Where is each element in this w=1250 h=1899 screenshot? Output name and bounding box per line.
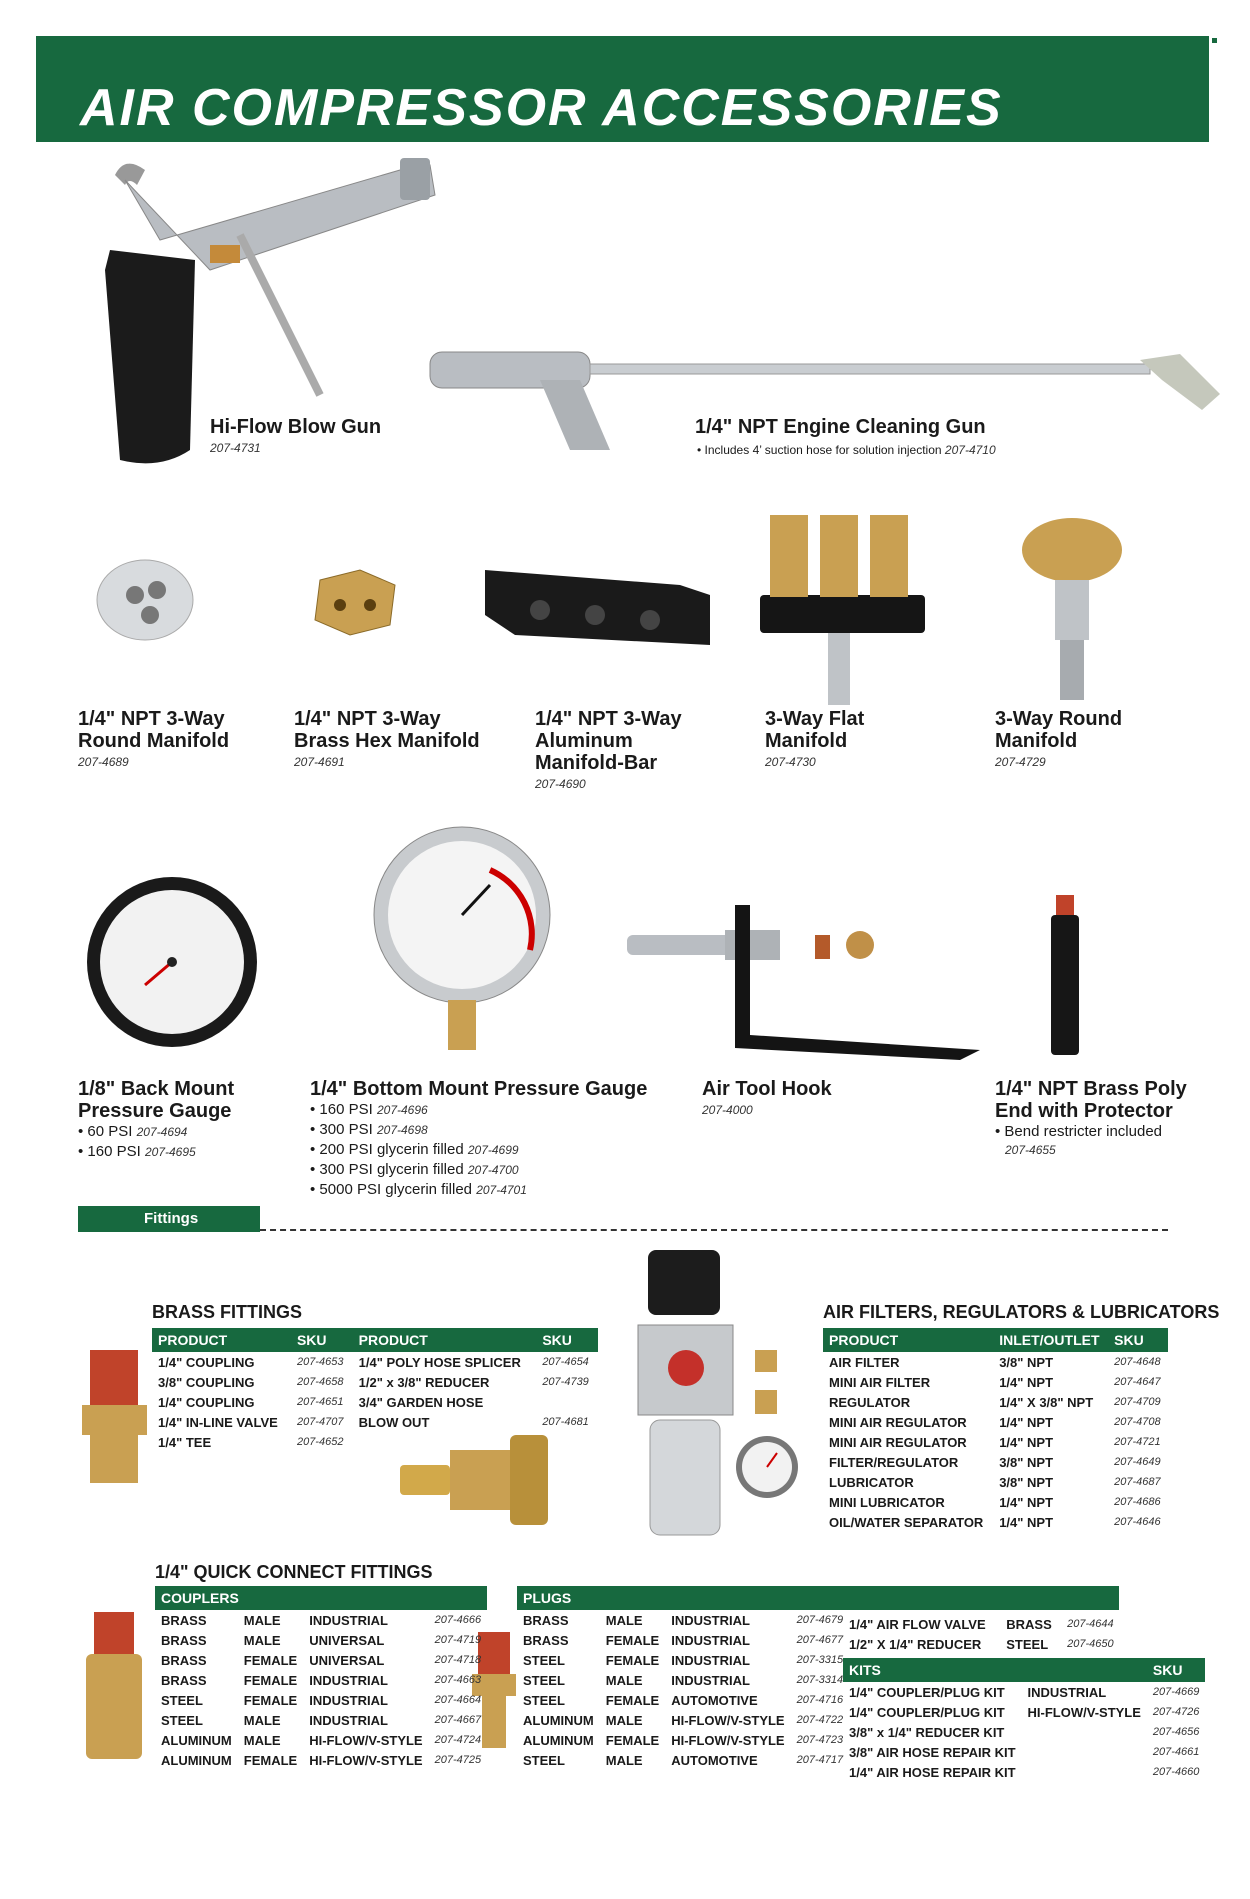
cell: 1/4" COUPLER/PLUG KIT [849, 1684, 1005, 1700]
cell: INDUSTRIAL [671, 1672, 750, 1688]
manifold-aluminum-bar-sku: 207-4690 [535, 777, 586, 791]
cell: 207-4708 [1114, 1416, 1161, 1428]
col-sku: SKU [291, 1328, 353, 1352]
garden-hose-blowout-image [400, 1430, 550, 1535]
option-sku: 207-4698 [376, 1123, 428, 1137]
poly-end-line2: End with Protector [995, 1100, 1173, 1122]
cell: 3/4" GARDEN HOSE [358, 1394, 484, 1410]
cell: REGULATOR [829, 1394, 911, 1410]
option-sku: 207-4694 [136, 1125, 188, 1139]
option-text: • 200 PSI glycerin filled [310, 1141, 464, 1158]
filter-regulator-image [628, 1250, 748, 1550]
cell: FEMALE [605, 1632, 660, 1648]
cell: BRASS [161, 1632, 207, 1648]
cell: 207-4724 [434, 1734, 482, 1746]
table-row [155, 1670, 487, 1690]
manifold-flat-line2: Manifold [765, 730, 848, 752]
air-tool-hook-name: Air Tool Hook [702, 1078, 832, 1100]
back-mount-option [78, 1122, 234, 1142]
cell: 3/8" x 1/4" REDUCER KIT [849, 1724, 1005, 1740]
table-row [517, 1670, 849, 1690]
cell: 207-4707 [296, 1416, 344, 1428]
cell: 207-4723 [796, 1734, 844, 1746]
cell: 207-4722 [796, 1714, 844, 1726]
manifold-brass-hex-line2: Brass Hex Manifold [294, 730, 480, 752]
cell: AUTOMOTIVE [671, 1752, 758, 1768]
cell: HI-FLOW/V-STYLE [309, 1732, 423, 1748]
cell: MALE [605, 1672, 643, 1688]
plugs-table [517, 1586, 849, 1770]
couplers-header: COUPLERS [155, 1586, 487, 1610]
cell: STEEL [1006, 1636, 1049, 1652]
cell: BRASS [161, 1652, 207, 1668]
cell: 1/4" POLY HOSE SPLICER [358, 1354, 521, 1370]
table-row [517, 1630, 849, 1650]
cell: 207-4649 [1114, 1456, 1161, 1468]
table-row [823, 1492, 1168, 1512]
aluminum-manifold-bar-image [480, 545, 715, 655]
cell: 207-4717 [796, 1754, 844, 1766]
cell: 3/8" NPT [999, 1454, 1054, 1470]
bottom-mount-gauge-image [370, 830, 555, 1060]
col-inlet-outlet: INLET/OUTLET [993, 1328, 1108, 1352]
bottom-mount-option [310, 1140, 647, 1160]
cell: STEEL [523, 1672, 565, 1688]
table-row [155, 1650, 487, 1670]
table-row [843, 1762, 1205, 1782]
kits-table [843, 1658, 1205, 1782]
cell: MALE [243, 1712, 281, 1728]
cell: 207-4646 [1114, 1516, 1161, 1528]
cell: FEMALE [605, 1652, 660, 1668]
manifold-round-line1: 1/4" NPT 3-Way [78, 708, 225, 730]
cell: HI-FLOW/V-STYLE [309, 1752, 423, 1768]
table-row [517, 1610, 849, 1630]
manifold-flat-line1: 3-Way Flat [765, 708, 865, 730]
cell: UNIVERSAL [309, 1632, 385, 1648]
table-row [843, 1614, 1123, 1634]
cell: HI-FLOW/V-STYLE [671, 1712, 785, 1728]
air-tool-hook [702, 1078, 832, 1118]
blow-gun-name: Hi-Flow Blow Gun [210, 416, 382, 438]
cell: AIR FILTER [829, 1354, 900, 1370]
poly-end-line1: 1/4" NPT Brass Poly [995, 1078, 1187, 1100]
cell: BRASS [161, 1672, 207, 1688]
brass-fittings-heading: BRASS FITTINGS [152, 1302, 303, 1322]
misc-header-bar [843, 1586, 1119, 1610]
cell: STEEL [523, 1652, 565, 1668]
cell: ALUMINUM [161, 1732, 232, 1748]
cell: MALE [605, 1712, 643, 1728]
cell: 207-4677 [796, 1634, 844, 1646]
cell: 207-4652 [296, 1436, 344, 1448]
manifold-brass-hex [294, 708, 480, 770]
cell: ALUMINUM [523, 1712, 594, 1728]
cell: STEEL [523, 1692, 565, 1708]
cell: 1/4" NPT [999, 1494, 1054, 1510]
cell: 207-4654 [542, 1356, 589, 1368]
cell: FEMALE [605, 1732, 660, 1748]
table-row [843, 1634, 1123, 1654]
table-row [155, 1750, 487, 1770]
cell: BRASS [523, 1612, 569, 1628]
cell [1022, 1762, 1147, 1782]
table-row [152, 1412, 598, 1432]
cell: BRASS [523, 1632, 569, 1648]
cleaning-gun-name: 1/4" NPT Engine Cleaning Gun [695, 416, 986, 438]
section-divider [260, 1229, 1168, 1231]
cell: 207-4687 [1114, 1476, 1161, 1488]
cell: MINI LUBRICATOR [829, 1494, 945, 1510]
manifold-round-line2: Round Manifold [78, 730, 230, 752]
small-gauge-image [735, 1435, 800, 1500]
cell: MALE [605, 1752, 643, 1768]
option-text: • 160 PSI [78, 1143, 141, 1160]
table-row [152, 1352, 598, 1372]
cell: INDUSTRIAL [671, 1632, 750, 1648]
cell: 1/4" AIR FLOW VALVE [849, 1616, 986, 1632]
manifold-brass-hex-sku: 207-4691 [294, 755, 345, 769]
cell: 207-4666 [434, 1614, 482, 1626]
table-row [823, 1452, 1168, 1472]
cell: INDUSTRIAL [309, 1712, 388, 1728]
cell: 207-4661 [1152, 1746, 1200, 1758]
option-sku: 207-4700 [467, 1163, 519, 1177]
manifold-flat-sku: 207-4730 [765, 755, 816, 769]
flat-manifold-image [755, 515, 930, 710]
cell: MINI AIR FILTER [829, 1374, 931, 1390]
couplers-table [155, 1586, 487, 1770]
cleaning-gun-bullet: • Includes 4’ suction hose for solution injection [697, 443, 942, 457]
manifold-round-sku: 207-4689 [78, 755, 129, 769]
cell: FILTER/REGULATOR [829, 1454, 959, 1470]
manifold-aluminum-bar-line1: 1/4" NPT 3-Way [535, 708, 682, 730]
cell: 207-4663 [434, 1674, 482, 1686]
cell: INDUSTRIAL [671, 1652, 750, 1668]
cell: FEMALE [243, 1692, 298, 1708]
back-mount-option [78, 1142, 234, 1162]
cell: 207-4658 [296, 1376, 344, 1388]
bottom-mount-option [310, 1160, 647, 1180]
brass-hex-manifold-image [310, 565, 400, 640]
air-tool-hook-image [625, 900, 975, 1060]
cell: FEMALE [243, 1652, 298, 1668]
manifold-flat [765, 708, 864, 770]
cell: BRASS [161, 1612, 207, 1628]
table-row [152, 1392, 598, 1412]
bottom-mount-option [310, 1120, 647, 1140]
poly-end-bullet: • Bend restricter included [995, 1123, 1162, 1140]
brass-coupling-image [82, 1350, 147, 1485]
cell: 1/4" NPT [999, 1434, 1054, 1450]
manifold-aluminum-bar-line3: Manifold-Bar [535, 752, 658, 774]
cell: 3/8" AIR HOSE REPAIR KIT [849, 1744, 1016, 1760]
table-row [155, 1610, 487, 1630]
poly-end [995, 1078, 1187, 1158]
cell: 207-4650 [1067, 1638, 1114, 1650]
cell: 207-3315 [796, 1654, 844, 1666]
round-3way-manifold-image [1015, 510, 1130, 710]
cell: 207-4667 [434, 1714, 482, 1726]
cell: 207-4716 [796, 1694, 844, 1706]
cell: 207-4679 [796, 1614, 844, 1626]
cell: HI-FLOW/V-STYLE [1027, 1704, 1141, 1720]
round-manifold-image [95, 555, 195, 645]
table-row [823, 1512, 1168, 1532]
cell: MINI AIR REGULATOR [829, 1434, 967, 1450]
cell: 207-4669 [1152, 1686, 1200, 1698]
cell: 207-4648 [1114, 1356, 1161, 1368]
cell: 207-4653 [296, 1356, 344, 1368]
cell: MALE [243, 1612, 281, 1628]
cell: AUTOMOTIVE [671, 1692, 758, 1708]
cell: UNIVERSAL [309, 1652, 385, 1668]
quick-connect-heading: 1/4" QUICK CONNECT FITTINGS [155, 1562, 433, 1582]
table-row [155, 1690, 487, 1710]
cell: 207-4644 [1067, 1618, 1114, 1630]
table-row [843, 1722, 1205, 1742]
cell: MALE [243, 1632, 281, 1648]
cleaning-gun-note [697, 440, 996, 460]
col-sku: SKU [1147, 1658, 1206, 1682]
back-mount-gauge [78, 1078, 234, 1162]
option-text: • 300 PSI [310, 1121, 373, 1138]
cell: FEMALE [243, 1752, 298, 1768]
cell: MINI AIR REGULATOR [829, 1414, 967, 1430]
option-sku: 207-4695 [144, 1145, 196, 1159]
cell: FEMALE [605, 1692, 660, 1708]
cell: 1/2" x 3/8" REDUCER [358, 1374, 490, 1390]
cell: STEEL [161, 1692, 203, 1708]
table-row [843, 1682, 1205, 1702]
cleaning-gun-sku: 207-4710 [944, 443, 996, 457]
back-mount-gauge-image [85, 875, 260, 1050]
option-text: • 300 PSI glycerin filled [310, 1161, 464, 1178]
cell: INDUSTRIAL [309, 1672, 388, 1688]
cell: 1/4" COUPLING [158, 1394, 255, 1410]
cell: 207-4739 [542, 1376, 589, 1388]
table-row [823, 1472, 1168, 1492]
cell: MALE [605, 1612, 643, 1628]
cell: 207-4718 [434, 1654, 482, 1666]
cell: 207-4656 [1152, 1726, 1200, 1738]
option-sku: 207-4696 [376, 1103, 428, 1117]
table-row [152, 1372, 598, 1392]
cell: 207-4681 [542, 1416, 589, 1428]
col-product: PRODUCT [353, 1328, 537, 1352]
option-text: • 60 PSI [78, 1123, 133, 1140]
manifold-round [78, 708, 229, 770]
cell: 1/4" COUPLING [158, 1354, 255, 1370]
cell: 1/4" NPT [999, 1414, 1054, 1430]
cell: 207-4647 [1114, 1376, 1161, 1388]
cell: 207-4709 [1114, 1396, 1161, 1408]
cell: ALUMINUM [161, 1752, 232, 1768]
cell: BRASS [1006, 1616, 1052, 1632]
cell [536, 1392, 598, 1412]
cell: 1/4" COUPLER/PLUG KIT [849, 1704, 1005, 1720]
frl-heading: AIR FILTERS, REGULATORS & LUBRICATORS [823, 1302, 1220, 1322]
col-sku: SKU [1108, 1328, 1168, 1352]
cell: 1/4" NPT [999, 1514, 1054, 1530]
option-text: • 5000 PSI glycerin filled [310, 1181, 473, 1198]
cell: INDUSTRIAL [309, 1692, 388, 1708]
cell: INDUSTRIAL [309, 1612, 388, 1628]
fittings-tab: Fittings [78, 1206, 260, 1232]
table-row [155, 1730, 487, 1750]
table-row [517, 1690, 849, 1710]
poly-end-image [1045, 895, 1085, 1065]
cell: 207-3314 [796, 1674, 844, 1686]
table-row [517, 1650, 849, 1670]
bottom-mount-option [310, 1180, 647, 1200]
cell: 3/8" NPT [999, 1354, 1054, 1370]
misc-table [843, 1614, 1123, 1654]
cell [1022, 1742, 1147, 1762]
manifold-round-3way-line2: Manifold [995, 730, 1078, 752]
option-sku: 207-4699 [467, 1143, 519, 1157]
cell: 207-4660 [1152, 1766, 1200, 1778]
cell: OIL/WATER SEPARATOR [829, 1514, 984, 1530]
table-row [517, 1710, 849, 1730]
corner-mark [1212, 38, 1217, 43]
cell: 1/4" NPT [999, 1374, 1054, 1390]
manifold-round-3way-line1: 3-Way Round [995, 708, 1123, 730]
coupler-image [80, 1612, 148, 1762]
cell: STEEL [161, 1712, 203, 1728]
cell: MALE [243, 1732, 281, 1748]
manifold-round-3way-sku: 207-4729 [995, 755, 1046, 769]
cell: 1/4" AIR HOSE REPAIR KIT [849, 1764, 1016, 1780]
cell: INDUSTRIAL [1027, 1684, 1107, 1700]
col-product: PRODUCT [152, 1328, 291, 1352]
table-row [823, 1352, 1168, 1372]
cell [1022, 1722, 1147, 1742]
manifold-brass-hex-line1: 1/4" NPT 3-Way [294, 708, 441, 730]
cell: 207-4651 [296, 1396, 344, 1408]
cell: 3/8" NPT [999, 1474, 1054, 1490]
frl-table [823, 1328, 1168, 1532]
table-row [823, 1412, 1168, 1432]
manifold-aluminum-bar-line2: Aluminum [535, 730, 633, 752]
blow-gun-sku: 207-4731 [210, 441, 261, 455]
cell: STEEL [523, 1752, 565, 1768]
manifold-round-3way [995, 708, 1122, 770]
bottom-mount-gauge-line1: 1/4" Bottom Mount Pressure Gauge [310, 1078, 648, 1100]
cell: INDUSTRIAL [671, 1612, 750, 1628]
title-banner [36, 36, 1209, 142]
back-mount-gauge-line1: 1/8" Back Mount [78, 1078, 235, 1100]
table-row [155, 1630, 487, 1650]
cell: FEMALE [243, 1672, 298, 1688]
brass-bushing-image [752, 1350, 782, 1420]
cell: 1/4" TEE [158, 1434, 212, 1450]
cell: 207-4664 [434, 1694, 482, 1706]
plugs-header: PLUGS [517, 1586, 849, 1610]
cell: LUBRICATOR [829, 1474, 914, 1490]
manifold-aluminum-bar [535, 708, 682, 792]
cell: 207-4721 [1114, 1436, 1161, 1448]
table-row [155, 1710, 487, 1730]
cell: 207-4719 [434, 1634, 482, 1646]
table-row [823, 1432, 1168, 1452]
cell: 3/8" COUPLING [158, 1374, 255, 1390]
cell: 207-4726 [1152, 1706, 1200, 1718]
table-row [843, 1702, 1205, 1722]
table-row [517, 1750, 849, 1770]
cell: 207-4686 [1114, 1496, 1161, 1508]
table-row [823, 1392, 1168, 1412]
table-row [517, 1730, 849, 1750]
cell: 1/4" X 3/8" NPT [999, 1394, 1094, 1410]
back-mount-gauge-line2: Pressure Gauge [78, 1100, 232, 1122]
cell: 1/2" X 1/4" REDUCER [849, 1636, 982, 1652]
cell: BLOW OUT [358, 1414, 430, 1430]
bottom-mount-option [310, 1100, 647, 1120]
table-row [823, 1372, 1168, 1392]
table-row [843, 1742, 1205, 1762]
cell: HI-FLOW/V-STYLE [671, 1732, 785, 1748]
col-sku: SKU [536, 1328, 598, 1352]
cell: ALUMINUM [523, 1732, 594, 1748]
option-sku: 207-4701 [476, 1183, 527, 1197]
col-product: PRODUCT [823, 1328, 993, 1352]
page-title: AIR COMPRESSOR ACCESSORIES [80, 79, 1003, 137]
kits-header: KITS [843, 1658, 1147, 1682]
cell: 1/4" IN-LINE VALVE [158, 1414, 278, 1430]
option-text: • 160 PSI [310, 1101, 373, 1118]
cell: 207-4725 [434, 1754, 482, 1766]
air-tool-hook-sku: 207-4000 [702, 1103, 753, 1117]
poly-end-sku: 207-4655 [1005, 1143, 1056, 1157]
bottom-mount-gauge [310, 1078, 647, 1200]
